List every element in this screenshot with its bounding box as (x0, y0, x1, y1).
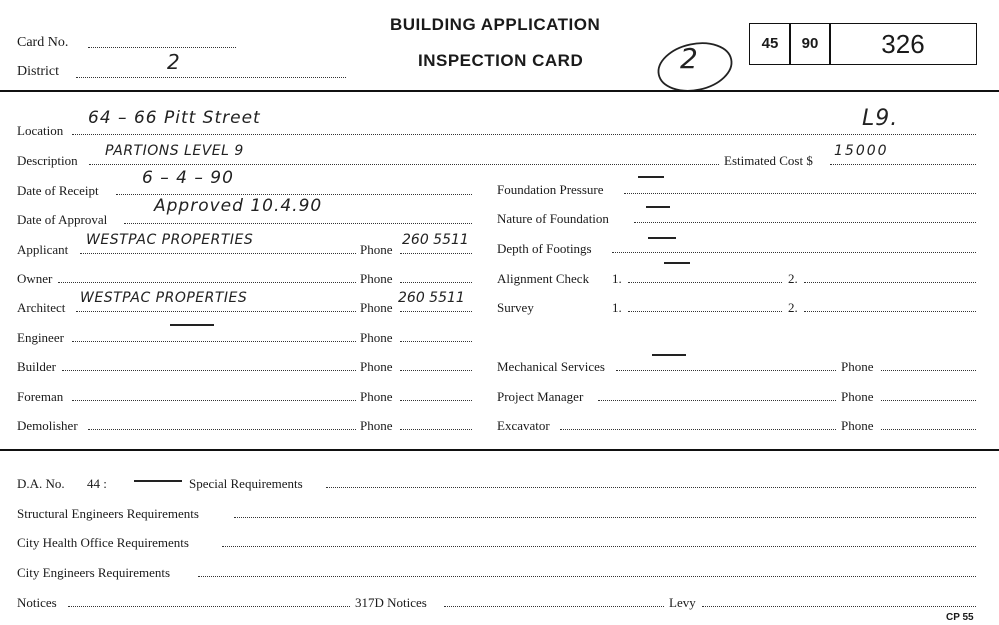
foreman-line[interactable] (72, 400, 356, 401)
demolisher-line[interactable] (88, 429, 356, 430)
mechanical-phone-label: Phone (841, 359, 874, 374)
nature-foundation-dash-mark (646, 206, 670, 208)
description-label: Description (17, 153, 78, 168)
applicant-phone-label: Phone (360, 242, 393, 257)
date-receipt-line[interactable] (116, 194, 472, 195)
special-req-line[interactable] (326, 487, 976, 488)
architect-line[interactable] (76, 311, 356, 312)
location-right-value: L9. (862, 106, 899, 131)
engineer-phone-label: Phone (360, 330, 393, 345)
architect-value: WESTPAC PROPERTIES (80, 290, 248, 306)
architect-label: Architect (17, 300, 66, 315)
demolisher-label: Demolisher (17, 418, 78, 433)
alignment-1-label: 1. (612, 271, 622, 286)
owner-line[interactable] (58, 282, 356, 283)
survey-2-label: 2. (788, 300, 798, 315)
architect-phone-line[interactable] (400, 311, 472, 312)
date-receipt-label: Date of Receipt (17, 183, 99, 198)
district-line[interactable] (76, 77, 346, 78)
date-receipt-value: 6 – 4 – 90 (142, 168, 234, 188)
da-no-value: 44 : (87, 476, 107, 491)
applicant-phone-value: 260 5511 (402, 232, 469, 248)
description-line[interactable] (89, 164, 719, 165)
foundation-pressure-dash-mark (638, 176, 664, 178)
nature-foundation-line[interactable] (634, 222, 976, 223)
structural-req-label: Structural Engineers Requirements (17, 506, 199, 521)
health-req-line[interactable] (222, 546, 976, 547)
structural-req-line[interactable] (234, 517, 976, 518)
special-req-label: Special Requirements (189, 476, 303, 491)
notices-317d-line[interactable] (444, 606, 664, 607)
health-req-label: City Health Office Requirements (17, 535, 189, 550)
code-box-a-value: 45 (761, 35, 779, 52)
middle-divider (0, 449, 999, 451)
mechanical-label: Mechanical Services (497, 359, 605, 374)
levy-label: Levy (669, 595, 696, 610)
circled-mark-value: 2 (680, 42, 699, 75)
city-eng-req-label: City Engineers Requirements (17, 565, 171, 580)
alignment-1-line[interactable] (628, 282, 782, 283)
owner-phone-label: Phone (360, 271, 393, 286)
district-value: 2 (167, 50, 181, 74)
foundation-pressure-label: Foundation Pressure (497, 182, 604, 197)
applicant-phone-line[interactable] (400, 253, 472, 254)
project-manager-line[interactable] (598, 400, 836, 401)
form-title-line1: BUILDING APPLICATION (390, 15, 601, 34)
alignment-check-label: Alignment Check (497, 271, 590, 286)
builder-phone-label: Phone (360, 359, 393, 374)
card-no-label: Card No. (17, 35, 69, 50)
location-line[interactable] (72, 134, 976, 135)
date-approval-value: Approved 10.4.90 (154, 196, 323, 216)
excavator-line[interactable] (560, 429, 836, 430)
engineer-label: Engineer (17, 330, 64, 345)
foundation-pressure-line[interactable] (624, 193, 976, 194)
survey-1-label: 1. (612, 300, 622, 315)
project-manager-phone-line[interactable] (881, 400, 976, 401)
builder-line[interactable] (62, 370, 356, 371)
code-box-c-value: 326 (881, 29, 925, 59)
mechanical-phone-line[interactable] (881, 370, 976, 371)
notices-label: Notices (17, 595, 57, 610)
card-no-line[interactable] (88, 47, 236, 48)
form-code: CP 55 (946, 612, 974, 623)
levy-line[interactable] (702, 606, 976, 607)
engineer-line[interactable] (72, 341, 356, 342)
builder-label: Builder (17, 359, 56, 374)
applicant-label: Applicant (17, 242, 69, 257)
code-box-b-value: 90 (801, 35, 819, 52)
mechanical-dash-mark (652, 354, 686, 356)
applicant-value: WESTPAC PROPERTIES (86, 232, 254, 248)
notices-317d-label: 317D Notices (355, 595, 427, 610)
foreman-label: Foreman (17, 389, 64, 404)
foreman-phone-label: Phone (360, 389, 393, 404)
alignment-2-line[interactable] (804, 282, 976, 283)
location-label: Location (17, 123, 64, 138)
district-label: District (17, 64, 59, 79)
applicant-line[interactable] (80, 253, 356, 254)
project-manager-phone-label: Phone (841, 389, 874, 404)
code-box-a (749, 23, 791, 65)
da-no-label: D.A. No. (17, 476, 65, 491)
estimated-cost-value: 15000 (834, 143, 889, 159)
architect-phone-value: 260 5511 (398, 290, 465, 306)
survey-1-line[interactable] (628, 311, 782, 312)
builder-phone-line[interactable] (400, 370, 472, 371)
alignment-dash-mark (664, 262, 690, 264)
architect-dash-mark (170, 324, 214, 326)
notices-line[interactable] (68, 606, 350, 607)
description-value: PARTIONS LEVEL 9 (105, 143, 244, 159)
alignment-2-label: 2. (788, 271, 798, 286)
excavator-phone-label: Phone (841, 418, 874, 433)
nature-foundation-label: Nature of Foundation (497, 211, 609, 226)
date-approval-label: Date of Approval (17, 212, 108, 227)
survey-2-line[interactable] (804, 311, 976, 312)
survey-label: Survey (497, 300, 534, 315)
da-no-dash-mark (134, 480, 182, 482)
architect-phone-label: Phone (360, 300, 393, 315)
code-box-c (829, 23, 977, 65)
owner-phone-line[interactable] (400, 282, 472, 283)
excavator-label: Excavator (497, 418, 550, 433)
depth-footings-line[interactable] (612, 252, 976, 253)
excavator-phone-line[interactable] (881, 429, 976, 430)
code-box-b (789, 23, 831, 65)
form-title-line2: INSPECTION CARD (418, 51, 584, 70)
depth-footings-dash-mark (648, 237, 676, 239)
mechanical-line[interactable] (616, 370, 836, 371)
engineer-phone-line[interactable] (400, 341, 472, 342)
header-divider (0, 90, 999, 92)
owner-label: Owner (17, 271, 53, 286)
demolisher-phone-line[interactable] (400, 429, 472, 430)
depth-footings-label: Depth of Footings (497, 241, 592, 256)
city-eng-req-line[interactable] (198, 576, 976, 577)
estimated-cost-label: Estimated Cost $ (724, 153, 813, 168)
foreman-phone-line[interactable] (400, 400, 472, 401)
estimated-cost-line[interactable] (830, 164, 976, 165)
date-approval-line[interactable] (124, 223, 472, 224)
demolisher-phone-label: Phone (360, 418, 393, 433)
project-manager-label: Project Manager (497, 389, 584, 404)
location-value: 64 – 66 Pitt Street (88, 108, 261, 128)
